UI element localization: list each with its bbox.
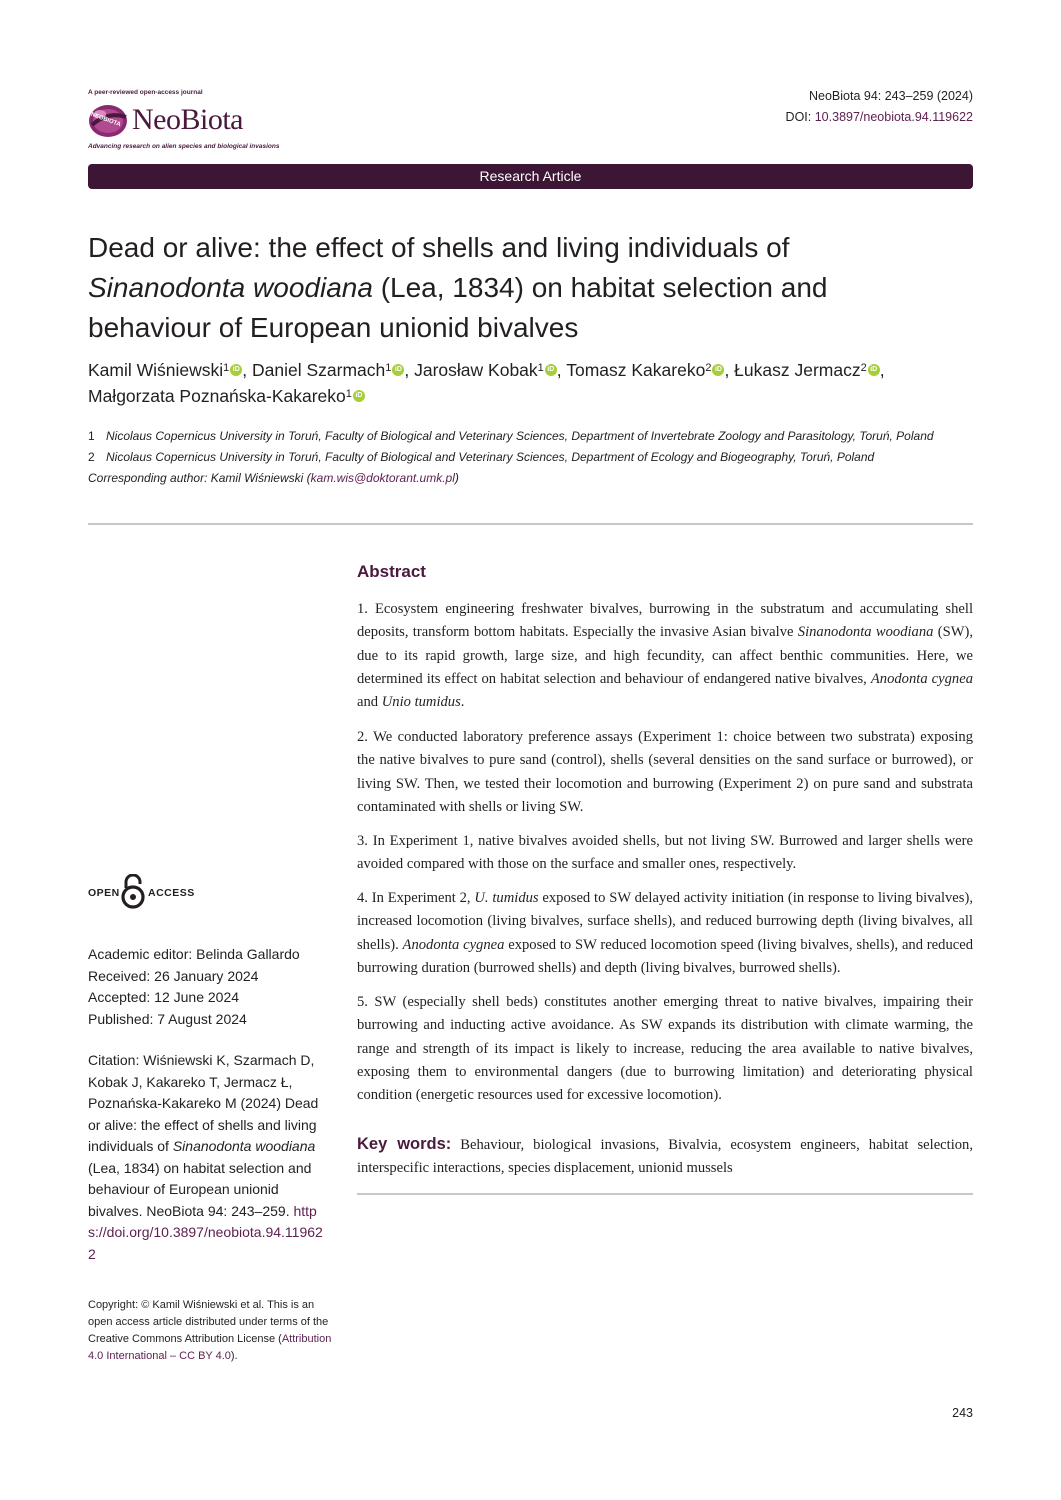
abstract-paragraph-2: 2. We conducted laboratory preference assays (Experiment 1: choice between two substrata) exposing the native bivalves to pure sand (control), shells (several densities on the sand surface or burrowed), or living SW. Then, we tested their locomotion and burrowing (Experiment 2) on pure sand and substrata contaminated with shells or living SW.: [357, 729, 973, 815]
affiliation-number: 2: [88, 450, 95, 464]
author-affiliation-mark: 1: [345, 388, 352, 400]
author-separator: ,: [724, 360, 735, 380]
orcid-icon[interactable]: iD: [392, 364, 404, 376]
abstract-paragraph-1: [357, 598, 973, 714]
affiliation-1: [88, 429, 978, 443]
corresponding-suffix: ): [454, 471, 459, 485]
citation-block: [88, 1050, 328, 1265]
affiliation-number: 1: [88, 429, 95, 443]
abstract-paragraph-4: [357, 887, 973, 980]
author-affiliation-mark: 2: [860, 362, 867, 374]
page-number: 243: [952, 1406, 973, 1420]
copyright-text: © Kamil Wiśniewski et al. This is an open access article distributed under terms of the Creative Commons Attribution License (: [88, 1299, 329, 1345]
author-separator: ,: [404, 360, 415, 380]
open-access-lock-icon: [120, 874, 146, 910]
author-affiliation-mark: 1: [537, 362, 544, 374]
journal-logo-text: NEOBIOTA: [89, 111, 122, 129]
author-affiliation-mark: 1: [385, 362, 392, 374]
corresponding-author: [88, 471, 459, 485]
orcid-icon[interactable]: iD: [545, 364, 557, 376]
species-name: Unio tumidus: [381, 694, 461, 711]
species-name: Anodonta cygnea: [402, 936, 505, 953]
author-separator: ,: [242, 360, 253, 380]
open-access-label-open: OPEN: [88, 887, 120, 899]
orcid-icon[interactable]: iD: [712, 364, 724, 376]
author-name[interactable]: Daniel Szarmach: [252, 360, 386, 380]
abstract-paragraph-3: 3. In Experiment 1, native bivalves avoided shells, but not living SW. Burrowed and larger shells were avoided compared with those on the surface and smaller ones, respectively.: [357, 833, 973, 873]
abstract-divider: [357, 1193, 973, 1195]
title-part3: behaviour of European unionid bivalves: [88, 312, 579, 343]
title-species: Sinanodonta woodiana: [88, 272, 373, 303]
open-access-label-access: ACCESS: [148, 887, 195, 899]
received-date: [88, 966, 258, 988]
keywords: [357, 1133, 973, 1181]
author-name[interactable]: Kamil Wiśniewski: [88, 360, 224, 380]
meta-value: 7 August 2024: [153, 1011, 247, 1027]
journal-tagline: A peer-reviewed open-access journal: [88, 89, 203, 96]
affiliation-text: Nicolaus Copernicus University in Toruń, Faculty of Biological and Veterinary Sciences, Department of Ecology and Biogeography, Toruń, Poland: [106, 450, 875, 464]
license-link[interactable]: Attribution 4.0 International – CC BY 4.0: [88, 1333, 332, 1362]
copyright-text-end: ).: [230, 1350, 238, 1362]
affiliation-2: [88, 450, 978, 464]
meta-value: 12 June 2024: [150, 989, 240, 1005]
title-part1: Dead or alive: the effect of shells and living individuals of: [88, 232, 790, 263]
species-name: Sinanodonta woodiana: [797, 624, 934, 641]
species-name: U. tumidus: [474, 890, 539, 906]
affiliation-text: Nicolaus Copernicus University in Toruń, Faculty of Biological and Veterinary Sciences, Department of Invertebrate Zoology and Parasitology, Toruń, Poland: [106, 429, 934, 443]
abstract-text: 4. In Experiment 2,: [357, 890, 475, 906]
abstract-text: .: [460, 694, 465, 711]
meta-label: Academic editor:: [88, 946, 193, 962]
author-name[interactable]: Łukasz Jermacz: [734, 360, 861, 380]
author-name[interactable]: Jarosław Kobak: [414, 360, 538, 380]
author-name[interactable]: Małgorzata Poznańska-Kakareko: [88, 386, 346, 406]
abstract-text: exposed to SW delayed activity initiation (in response to living bivalves), increased locomotion (living bivalves, surface shells), and reduced burrowing depth (living bivalves, all shells).: [357, 890, 973, 953]
article-title: [88, 228, 978, 348]
author-separator: ,: [879, 360, 885, 380]
corresponding-email-link[interactable]: kam.wis@doktorant.umk.pl: [310, 471, 455, 485]
citation-species: Sinanodonta woodiana: [172, 1138, 316, 1154]
abstract-text: exposed to SW reduced locomotion speed (living bivalves, shells), and reduced burrowing duration (burrowed shells) and depth (living bivalves, burrowed shells).: [357, 936, 973, 976]
meta-value: 26 January 2024: [150, 968, 259, 984]
orcid-icon[interactable]: iD: [353, 390, 365, 402]
doi-link[interactable]: 10.3897/neobiota.94.119622: [814, 110, 973, 124]
author-name[interactable]: Tomasz Kakareko: [566, 360, 706, 380]
title-part2: (Lea, 1834) on habitat selection and: [372, 272, 828, 303]
abstract-heading: Abstract: [357, 562, 426, 581]
keywords-text: Behaviour, biological invasions, Bivalvia, ecosystem engineers, habitat selection, interspecific interactions, species displacement, unionid mussels: [357, 1137, 973, 1177]
species-name: Anodonta cygnea: [870, 670, 973, 687]
corresponding-prefix: Corresponding author: Kamil Wiśniewski (: [88, 471, 311, 485]
author-separator: ,: [556, 360, 567, 380]
header-divider: [88, 523, 973, 525]
journal-reference: NeoBiota 94: 243–259 (2024): [808, 89, 973, 103]
citation-label: Citation:: [88, 1052, 140, 1068]
article-type-banner: Research Article: [88, 164, 973, 189]
academic-editor: [88, 944, 300, 966]
copyright-block: [88, 1297, 338, 1365]
journal-name: NeoBiota: [132, 103, 243, 136]
author-affiliation-mark: 1: [223, 362, 230, 374]
citation-doi-link[interactable]: https://doi.org/10.3897/neobiota.94.119622: [88, 1202, 323, 1262]
orcid-icon[interactable]: iD: [868, 364, 880, 376]
author-affiliation-mark: 2: [705, 362, 712, 374]
citation-text: (Lea, 1834) on habitat selection and behaviour of European unionid bivalves. NeoBiota 94: 243–259.: [88, 1159, 312, 1219]
abstract-paragraph-5: 5. SW (especially shell beds) constitutes another emerging threat to native bivalves, impairing their burrowing and inducting active avoidance. As SW expands its distribution with climate warming, the range and strength of its impact is likely to increase, reducing the area available to native bivalves, exposing them to environmental dangers (due to burrowing limitation) and deteriorating physical condition (energetic resources used for excessive locomotion).: [357, 994, 973, 1104]
author-list: [88, 356, 988, 408]
copyright-label: Copyright:: [88, 1299, 139, 1311]
abstract-text: 1. Ecosystem engineering freshwater bivalves, burrowing in the substratum and accumulating shell deposits, transform bottom habitats. Especially the invasive Asian bivalve: [357, 601, 973, 641]
keywords-label: Key words:: [357, 1135, 452, 1153]
abstract-text: (SW), due to its rapid growth, large size, and high fecundity, can affect benthic communities. Here, we determined its effect on habitat selection and behaviour of endangered native bivalves,: [357, 624, 973, 687]
published-date: [88, 1009, 247, 1031]
meta-value: Belinda Gallardo: [192, 946, 300, 962]
meta-label: Received:: [88, 968, 151, 984]
orcid-icon[interactable]: iD: [230, 364, 242, 376]
abstract-text: and: [357, 694, 382, 711]
doi-line: [786, 110, 973, 124]
accepted-date: [88, 987, 239, 1009]
meta-label: Accepted:: [88, 989, 151, 1005]
meta-label: Published:: [88, 1011, 154, 1027]
doi-label: DOI:: [785, 110, 812, 124]
journal-subtagline: Advancing research on alien species and biological invasions: [88, 143, 280, 150]
citation-text: Wiśniewski K, Szarmach D, Kobak J, Kakareko T, Jermacz Ł, Poznańska-Kakareko M (2024) Dead or alive: the effect of shells and living individuals of: [88, 1052, 319, 1154]
